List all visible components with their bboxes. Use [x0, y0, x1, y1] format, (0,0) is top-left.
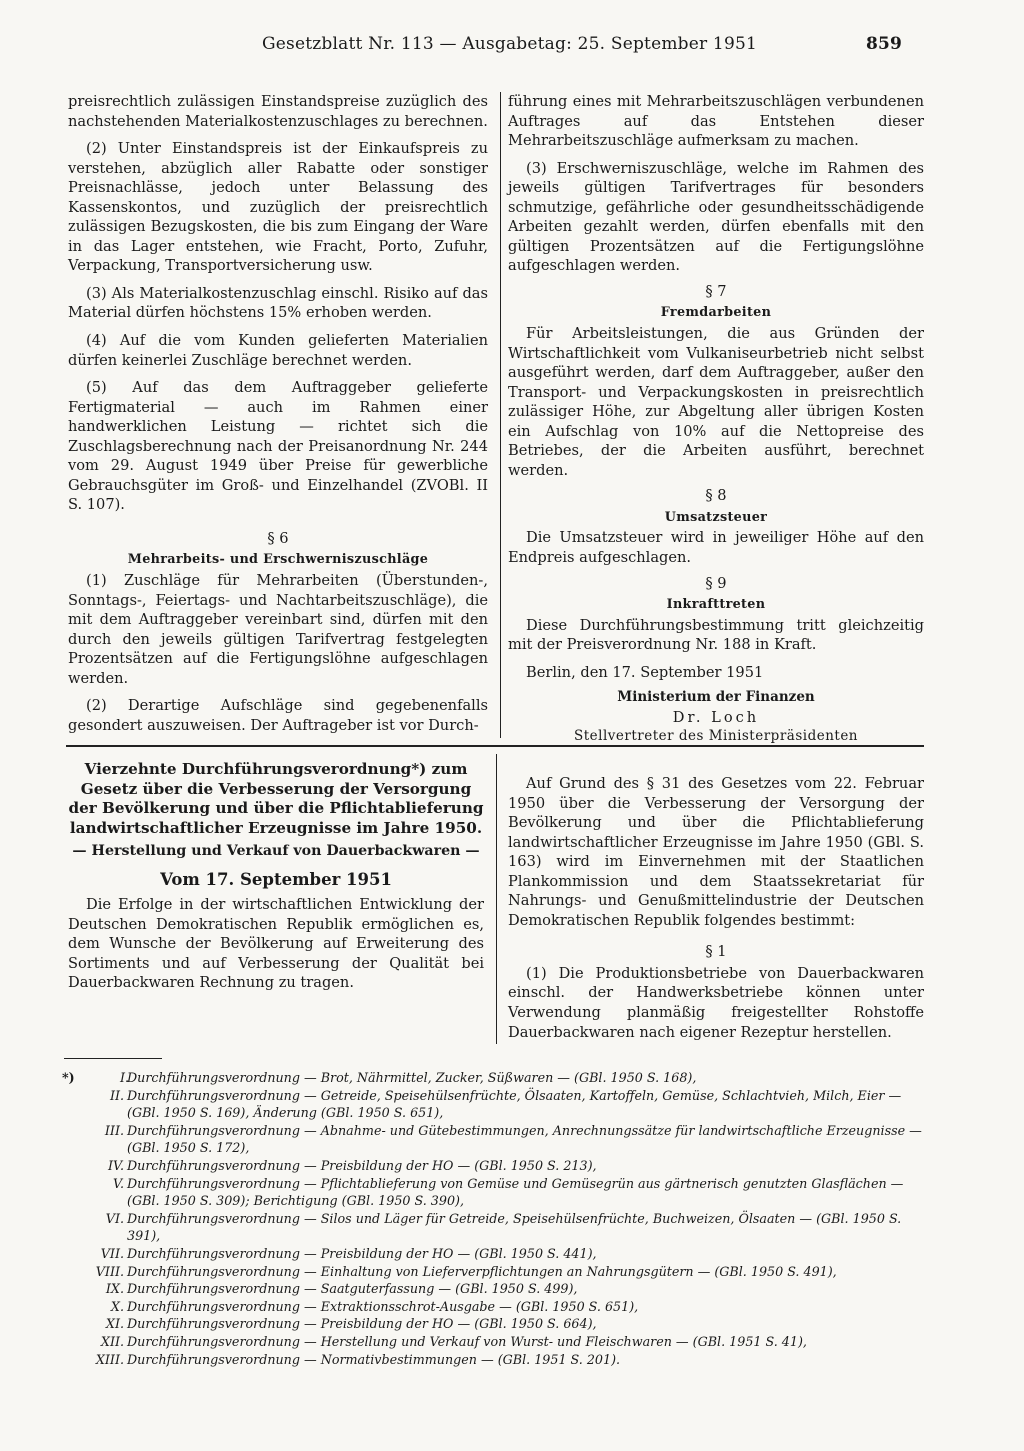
paragraph: führung eines mit Mehrarbeitszuschlägen verbundenen Auftrages auf das Entstehen dieser Mehrarbeitszuschläge aufmerksam zu machen.: [508, 93, 924, 150]
place-date: Berlin, den 17. September 1951: [526, 663, 764, 681]
footnote-row: [62, 1351, 932, 1369]
left-column-top: [68, 92, 488, 741]
footnote-num: I.: [120, 1070, 130, 1085]
footnote-num: IV.: [108, 1157, 124, 1173]
section-title: Mehrarbeits- und Erschwerniszuschläge: [127, 552, 429, 568]
footnote-row: [62, 1263, 932, 1281]
footnote-num: XIII.: [95, 1351, 124, 1367]
paragraph: preisrechtlich zulässigen Einstandspreise zuzüglich des nachstehenden Materialkostenzuschlages zu berechnen.: [68, 93, 488, 130]
paragraph: Die Umsatzsteuer wird in jeweiliger Höhe auf den Endpreis aufgeschlagen.: [508, 529, 924, 567]
footnote-row: [62, 1315, 932, 1333]
paragraph: (5) Auf das dem Auftraggeber gelieferte Fertigmaterial — auch im Rahmen einer handwerklichen Leistung — richtet sich die Zuschlagsberechnung nach der Preisanordnung Nr. 244 vom 29. August 1949 über Preise für gewerbliche Gebrauchsgüter im Groß- und Einzelhandel (ZVOBl. II S. 107).: [68, 379, 488, 514]
footnote-row: [62, 1333, 932, 1351]
section-number: § 7: [705, 282, 727, 300]
signer-name: Dr. Loch: [672, 708, 760, 726]
footnote-row: [62, 1245, 932, 1263]
footnote-num: IX.: [105, 1281, 124, 1297]
footnote-row: [62, 1175, 932, 1210]
footnote-mark: *): [62, 1070, 75, 1085]
paragraph: (3) Als Materialkostenzuschlag einschl. Risiko auf das Material dürfen höchstens 15% erhoben werden.: [68, 284, 488, 322]
section-title: Umsatzsteuer: [664, 509, 768, 525]
footnote-num: III.: [104, 1122, 124, 1138]
paragraph: (2) Unter Einstandspreis ist der Einkaufspreis zu verstehen, abzüglich aller Rabatte oder sonstiger Preisnachlässe, jedoch unter Belassung des Kassenskontos, und zuzüglich der preisrechtlich zulässigen Bezugskosten, die bis zum Eingang der Ware in das Lager entstehen, wie Fracht, Porto, Zufuhr, Verpackung, Transportversicherung usw.: [68, 140, 488, 275]
right-column-top: [508, 92, 924, 747]
footnote-row: [62, 1298, 932, 1316]
footnote-text: Durchführungsverordnung — Getreide, Speisehülsenfrüchte, Ölsaaten, Kartoffeln, Gemüse, Schlachtvieh, Milch, Eier — (GBl. 1950 S. 169), Änderung (GBl. 1950 S. 651),: [127, 1087, 902, 1121]
footnote-text: Durchführungsverordnung — Herstellung und Verkauf von Wurst- und Fleischwaren — (GBl. 1951 S. 41),: [127, 1333, 807, 1349]
article-separator: [66, 745, 924, 747]
footnote-text: Durchführungsverordnung — Saatguterfassung — (GBl. 1950 S. 499),: [127, 1281, 578, 1297]
footnote-text: Durchführungsverordnung — Preisbildung der HO — (GBl. 1950 S. 664),: [127, 1316, 597, 1332]
paragraph: (3) Erschwerniszuschläge, welche im Rahmen des jeweils gültigen Tarifvertrages für besonders schmutzige, gefährliche oder gesundheitsschädigende Arbeiten gezahlt werden, dürfen ebenfalls mit den gültigen Prozentsätzen auf die Fertigungslöhne aufgeschlagen werden.: [508, 159, 924, 275]
footnote-row: [62, 1280, 932, 1298]
paragraph: (1) Die Produktionsbetriebe von Dauerbackwaren einschl. der Handwerksbetriebe können unter Verwendung planmäßig freigestellter Rohstoffe Dauerbackwaren nach eigener Rezeptur herstellen.: [508, 964, 924, 1041]
footnote-num: V.: [113, 1175, 124, 1191]
footnote-text: Durchführungsverordnung — Preisbildung der HO — (GBl. 1950 S. 441),: [127, 1245, 597, 1261]
ordinance-title: Vierzehnte Durchführungsverordnung*) zum Gesetz über die Verbesserung der Versorgung der Bevölkerung und über die Pflichtablieferung landwirtschaftlicher Erzeugnisse im Jahre 1950.: [68, 760, 484, 837]
paragraph: Auf Grund des § 31 des Gesetzes vom 22. Februar 1950 über die Verbesserung der Versorgung der Bevölkerung und über die Pflichtablieferung landwirtschaftlicher Erzeugnisse im Jahre 1950 (GBl. S. 163) wird im Einvernehmen mit der Staatlichen Plankommission und dem Staatssekretariat für Nahrungs- und Genußmittelindustrie der Deutschen Demokratischen Republik folgendes bestimmt:: [508, 775, 924, 929]
footnote-num: VII.: [100, 1245, 124, 1261]
paragraph: Die Erfolge in der wirtschaftlichen Entwicklung der Deutschen Demokratischen Republik ermöglichen es, dem Wunsche der Bevölkerung auf Erweiterung des Sortiments und auf Verbesserung der Qualität bei Dauerbackwaren Rechnung zu tragen.: [68, 896, 484, 992]
ordinance-left-column: [68, 760, 484, 999]
footnote-num: XI.: [105, 1316, 124, 1332]
section-number: § 8: [705, 487, 727, 505]
footnote-text: Durchführungsverordnung — Silos und Läger für Getreide, Speisehülsenfrüchte, Buchweizen, Ölsaaten — (GBl. 1950 S. 391),: [127, 1210, 902, 1244]
footnote-num: VIII.: [95, 1263, 124, 1279]
footnote-text: Durchführungsverordnung — Abnahme- und Gütebestimmungen, Anrechnungssätze für landwirtschaftliche Erzeugnisse — (GBl. 1950 S. 172),: [127, 1122, 922, 1156]
footnote-num: II.: [109, 1087, 124, 1103]
footnote-row: [62, 1087, 932, 1122]
footnote-rule: [64, 1058, 162, 1059]
paragraph: Diese Durchführungsbestimmung tritt gleichzeitig mit der Preisverordnung Nr. 188 in Kraft.: [508, 616, 924, 654]
section-title: Inkrafttreten: [666, 597, 766, 613]
ordinance-right-column: [508, 774, 924, 1048]
footnote-text: Durchführungsverordnung — Pflichtablieferung von Gemüse und Gemüsegrün aus gärtnerisch genutzten Glasflächen — (GBl. 1950 S. 309); Berichtigung (GBl. 1950 S. 390),: [127, 1175, 904, 1209]
section-title: Fremdarbeiten: [660, 305, 772, 321]
paragraph: (2) Derartige Aufschläge sind gegebenenfalls gesondert auszuweisen. Der Auftrageber ist vor Durch-: [68, 697, 488, 734]
page-number: 859: [866, 34, 903, 54]
footnote-row: [62, 1210, 932, 1245]
column-divider: [496, 754, 497, 1044]
section-number: § 1: [705, 943, 727, 961]
ordinance-date: Vom 17. September 1951: [160, 869, 392, 889]
footnote-row: [62, 1157, 932, 1175]
footnote-text: Durchführungsverordnung — Extraktionsschrot-Ausgabe — (GBl. 1950 S. 651),: [127, 1298, 639, 1314]
footnote-num: VI.: [105, 1210, 124, 1226]
footnote-text: Durchführungsverordnung — Normativbestimmungen — (GBl. 1951 S. 201).: [127, 1351, 621, 1367]
footnote-num: XII.: [100, 1333, 124, 1349]
section-number: § 9: [705, 574, 727, 592]
footnote-text: Durchführungsverordnung — Einhaltung von Lieferverpflichtungen an Nahrungsgütern — (GBl. 1950 S. 491),: [127, 1263, 837, 1279]
footnote-row: [62, 1122, 932, 1157]
signer-role: Stellvertreter des Ministerpräsidenten: [573, 728, 859, 745]
footnotes: [62, 1069, 932, 1368]
footnote-text: Durchführungsverordnung — Preisbildung der HO — (GBl. 1950 S. 213),: [127, 1157, 597, 1173]
section-number: § 6: [267, 529, 289, 547]
ministry-name: Ministerium der Finanzen: [617, 689, 815, 706]
paragraph: (4) Auf die vom Kunden gelieferten Materialien dürfen keinerlei Zuschläge berechnet werden.: [68, 332, 488, 369]
ordinance-subtitle: — Herstellung und Verkauf von Dauerbackwaren —: [72, 843, 480, 859]
footnote-num: X.: [110, 1298, 124, 1314]
column-divider: [500, 92, 501, 738]
footnote-row: [62, 1069, 932, 1087]
paragraph: (1) Zuschläge für Mehrarbeiten (Überstunden-, Sonntags-, Feiertags- und Nachtarbeitszuschläge), die mit dem Auftraggeber vereinbart sind, dürfen mit den durch den jeweils gültigen Tarifvertrag festgelegten Prozentsätzen auf die Fertigungslöhne aufgeschlagen werden.: [68, 572, 488, 687]
gazette-title: Gesetzblatt Nr. 113 — Ausgabetag: 25. September 1951: [262, 34, 757, 54]
footnote-text: Durchführungsverordnung — Brot, Nährmittel, Zucker, Süßwaren — (GBl. 1950 S. 168),: [127, 1070, 697, 1085]
paragraph: Für Arbeitsleistungen, die aus Gründen der Wirtschaftlichkeit vom Vulkaniseurbetrieb nicht selbst ausgeführt werden, darf dem Auftraggeber, außer den Transport- und Verpackungskosten in preisrechtlich zulässiger Höhe, zur Abgeltung aller übrigen Kosten ein Aufschlag von 10% auf die Nettopreise des Betriebes, der die Arbeiten ausführt, berechnet werden.: [508, 325, 924, 479]
